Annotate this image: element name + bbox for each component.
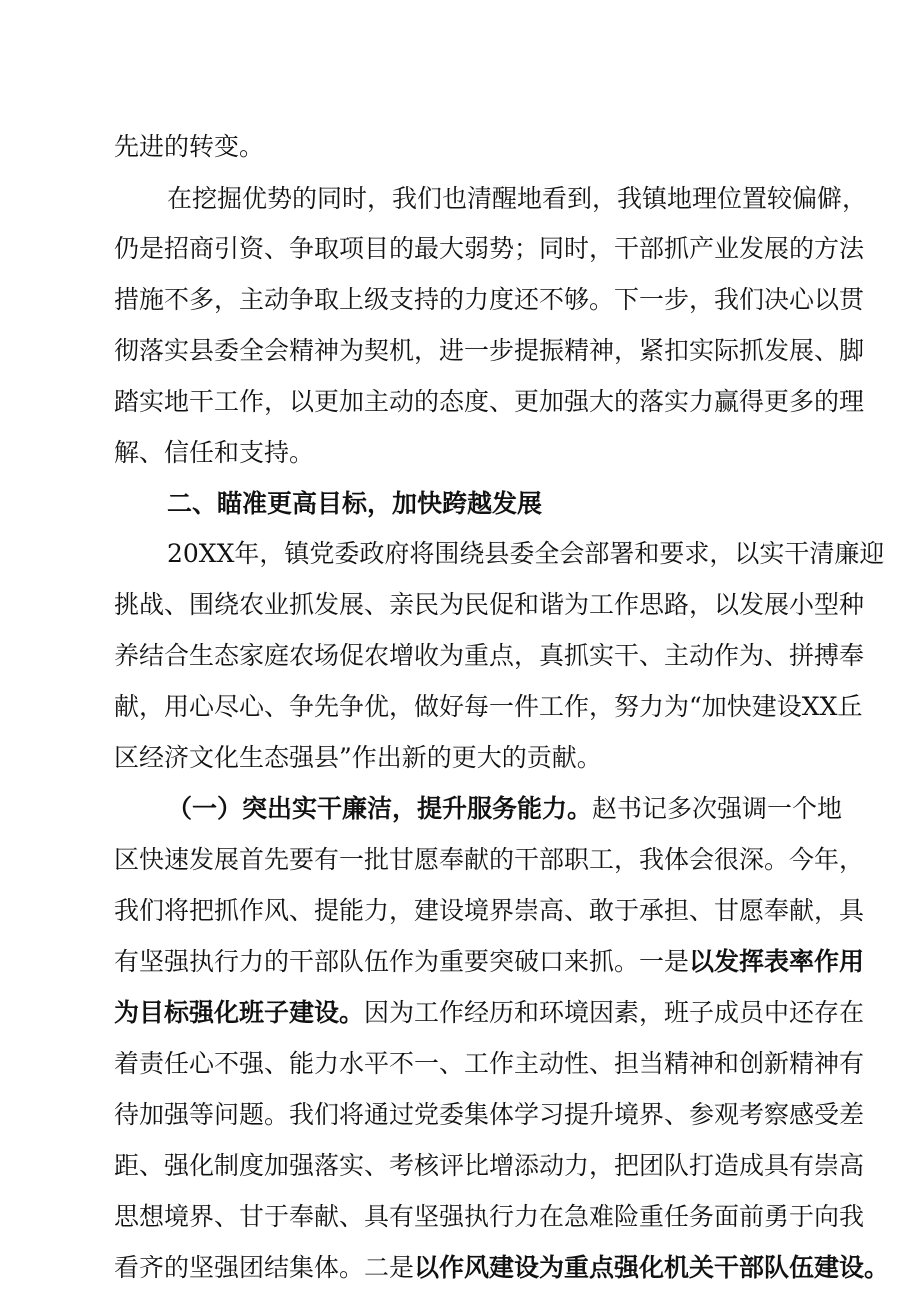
paragraph-line: 踏实地干工作，以更加主动的态度、更加强大的落实力赢得更多的理 bbox=[114, 387, 865, 416]
paragraph-line: 措施不多，主动争取上级支持的力度还不够。下一步，我们决心以贯 bbox=[114, 285, 865, 314]
paragraph-line bbox=[167, 789, 842, 829]
paragraph-text: 赵书记多次强调一个地 bbox=[592, 794, 843, 823]
paragraph-line: 我们将把抓作风、提能力，建设境界崇高、敢于承担、甘愿奉献，具 bbox=[114, 896, 865, 925]
paragraph-line: 思想境界、甘于奉献、具有坚强执行力在急难险重任务面前勇于向我 bbox=[114, 1202, 865, 1231]
paragraph-text: 看齐的坚强团结集体。二是 bbox=[114, 1253, 415, 1282]
paragraph-line: 区快速发展首先要有一批甘愿奉献的干部职工，我体会很深。今年， bbox=[114, 845, 865, 874]
paragraph-text: 有坚强执行力的干部队伍作为重要突破口来抓。一是 bbox=[114, 947, 690, 976]
paragraph-line bbox=[114, 993, 864, 1033]
paragraph-line: 距、强化制度加强落实、考核评比增添动力，把团队打造成具有崇高 bbox=[114, 1151, 865, 1180]
paragraph-line: 着责任心不强、能力水平不一、工作主动性、担当精神和创新精神有 bbox=[114, 1049, 865, 1078]
paragraph-line: 养结合生态家庭农场促农增收为重点，真抓实干、主动作为、拼搏奉 bbox=[114, 641, 865, 670]
paragraph-line: 仍是招商引资、争取项目的最大弱势；同时，干部抓产业发展的方法 bbox=[114, 234, 865, 263]
paragraph-line: 挑战、围绕农业抓发展、亲民为民促和谐为工作思路，以发展小型种 bbox=[114, 590, 865, 619]
paragraph-line: 区经济文化生态强县”作出新的更大的贡献。 bbox=[114, 743, 602, 772]
paragraph-line bbox=[114, 942, 864, 982]
subsection-title: （一）突出实干廉洁，提升服务能力。 bbox=[167, 794, 593, 823]
paragraph-line: 彻落实县委全会精神为契机，进一步提振精神，紧扣实际抓发展、脚 bbox=[114, 336, 865, 365]
paragraph-line: 在挖掘优势的同时，我们也清醒地看到，我镇地理位置较偏僻， bbox=[167, 184, 868, 213]
emphasis-text: 为目标强化班子建设。 bbox=[114, 998, 365, 1027]
paragraph-line bbox=[114, 1248, 889, 1288]
paragraph-text: 因为工作经历和环境因素，班子成员中还存在 bbox=[364, 998, 865, 1027]
paragraph-line: 献，用心尽心、争先争优，做好每一件工作，努力为“加快建设XX丘 bbox=[114, 692, 863, 721]
paragraph-line: 待加强等问题。我们将通过党委集体学习提升境界、参观考察感受差 bbox=[114, 1100, 865, 1129]
emphasis-text: 以发挥表率作用 bbox=[689, 947, 865, 976]
emphasis-text: 以作风建设为重点强化机关干部队伍建设。 bbox=[414, 1253, 890, 1282]
paragraph-line: 20XX年，镇党委政府将围绕县委全会部署和要求，以实干清廉迎 bbox=[167, 539, 885, 568]
paragraph-line: 先进的转变。 bbox=[114, 132, 265, 161]
section-heading: 二、瞄准更高目标，加快跨越发展 bbox=[167, 489, 543, 518]
paragraph-line: 解、信任和支持。 bbox=[114, 438, 315, 467]
